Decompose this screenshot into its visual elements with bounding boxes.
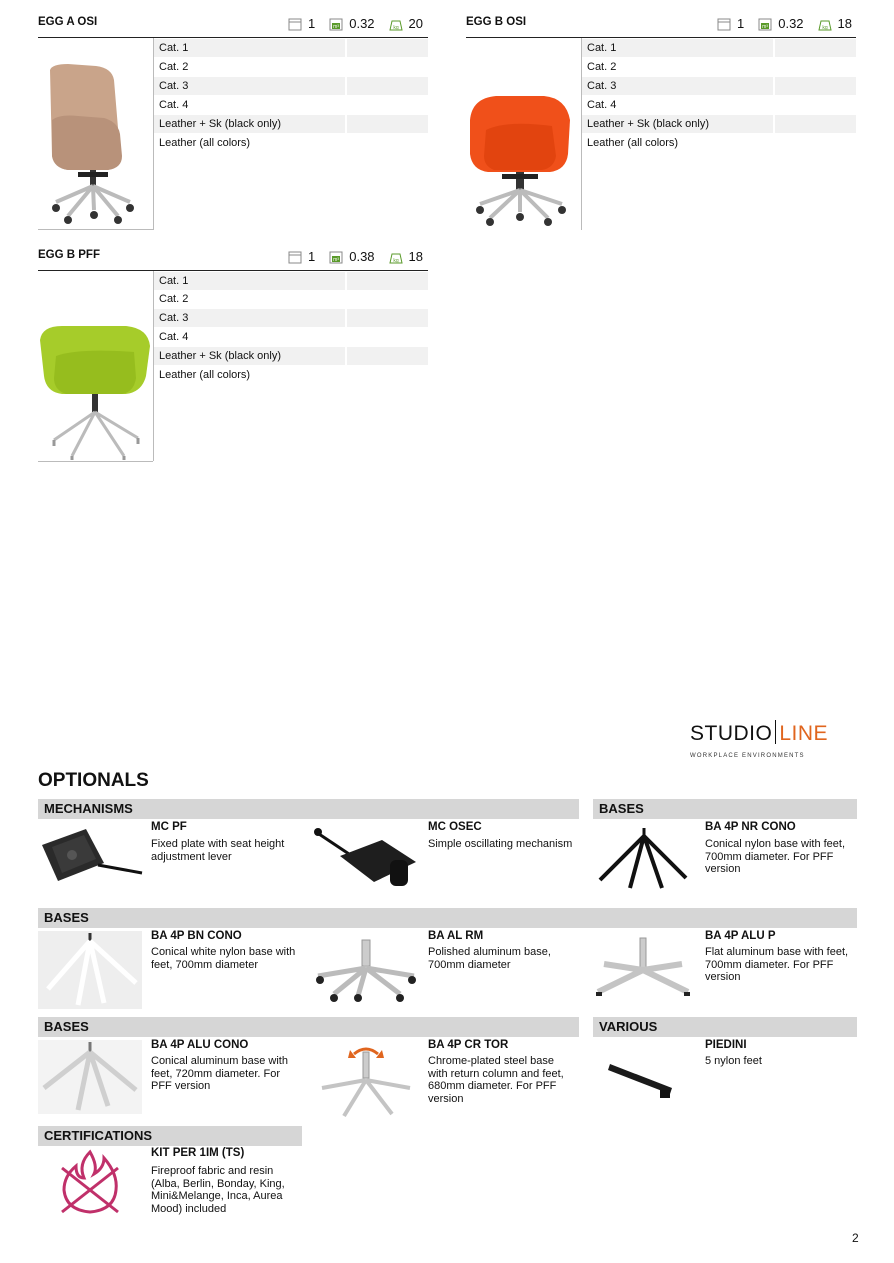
title-rule — [38, 270, 428, 271]
chair-image — [38, 60, 150, 228]
box-icon — [717, 17, 731, 31]
option-description: Polished aluminum base, 700mm diameter — [428, 946, 551, 971]
table-row: Leather + Sk (black only) — [154, 115, 428, 133]
svg-text:m³: m³ — [333, 256, 340, 263]
divider — [38, 229, 153, 230]
option-description: Fixed plate with seat height adjustment lever — [151, 838, 285, 863]
option-code: BA AL RM — [428, 930, 484, 942]
table-row: Leather + Sk (black only) — [582, 115, 856, 133]
title-rule — [38, 37, 428, 38]
table-row: Cat. 4 — [587, 99, 617, 111]
weight-value: 18 — [408, 249, 424, 264]
svg-text:kg: kg — [821, 24, 828, 31]
weight-kg-icon — [818, 17, 832, 31]
weight-value: 18 — [837, 16, 853, 31]
table-row: Cat. 4 — [159, 331, 189, 343]
section-header-bases: BASES — [38, 908, 857, 928]
table-row: Cat. 3 — [154, 77, 428, 95]
quantity-value: 1 — [308, 249, 316, 264]
svg-text:m³: m³ — [762, 23, 769, 30]
mechanism-plate-image — [38, 825, 146, 887]
option-description: 5 nylon feet — [705, 1055, 762, 1067]
volume-m3-icon — [329, 17, 343, 31]
section-header-certifications: CERTIFICATIONS — [38, 1126, 302, 1146]
option-description: Conical white nylon base with feet, 700mm diameter — [151, 946, 296, 971]
base-white-cone-image — [38, 931, 142, 1009]
fireproof-icon — [58, 1148, 122, 1216]
product-metrics — [288, 249, 423, 264]
table-row: Cat. 4 — [159, 99, 189, 111]
svg-text:kg: kg — [392, 257, 399, 264]
option-code: MC OSEC — [428, 821, 482, 833]
quantity-value: 1 — [737, 16, 745, 31]
brand-separator — [775, 720, 776, 744]
box-icon — [288, 250, 302, 264]
product-title: EGG A OSI — [38, 16, 98, 28]
base-aluminum-image — [314, 938, 418, 1002]
chair-image — [38, 322, 152, 460]
optionals-title: OPTIONALS — [38, 770, 149, 791]
option-code: BA 4P CR TOR — [428, 1039, 509, 1051]
option-code: BA 4P ALU CONO — [151, 1039, 249, 1051]
option-description: Fireproof fabric and resin (Alba, Berlin, Bonday, King, Mini&Melange, Inca, Aurea Mood) included — [151, 1165, 285, 1215]
weight-kg-icon — [389, 250, 403, 264]
volume-value: 0.32 — [349, 16, 375, 31]
svg-text:m³: m³ — [333, 23, 340, 30]
mechanism-oscillating-image — [312, 826, 422, 892]
table-row: Cat. 2 — [159, 293, 189, 305]
option-code: PIEDINI — [705, 1039, 747, 1051]
brand-logo — [690, 720, 829, 759]
box-icon — [288, 17, 302, 31]
svg-text:kg: kg — [392, 24, 399, 31]
option-description: Simple oscillating mechanism — [428, 838, 573, 850]
volume-m3-icon — [758, 17, 772, 31]
option-description: Conical aluminum base with feet, 720mm diameter. For PFF version — [151, 1055, 288, 1092]
section-header-bases: BASES — [593, 799, 857, 819]
option-description: Flat aluminum base with feet, 700mm diameter. For PFF version — [705, 946, 849, 983]
product-title: EGG B OSI — [466, 16, 527, 28]
option-code: MC PF — [151, 821, 187, 833]
table-row: Cat. 1 — [154, 272, 428, 290]
base-aluminum-cone-image — [38, 1040, 142, 1114]
volume-m3-icon — [329, 250, 343, 264]
product-title: EGG B PFF — [38, 249, 100, 261]
chair-image — [466, 90, 578, 228]
option-code: BA 4P ALU P — [705, 930, 776, 942]
option-code: BA 4P BN CONO — [151, 930, 242, 942]
page-number: 2 — [852, 1231, 859, 1245]
table-row: Cat. 1 — [154, 39, 428, 57]
table-row: Leather (all colors) — [159, 137, 251, 149]
title-rule — [466, 37, 856, 38]
product-metrics — [288, 16, 423, 31]
table-row: Leather + Sk (black only) — [154, 347, 428, 365]
weight-kg-icon — [389, 17, 403, 31]
table-row: Cat. 2 — [159, 61, 189, 73]
table-row: Cat. 3 — [582, 77, 856, 95]
option-code: KIT PER 1IM (TS) — [151, 1147, 245, 1159]
brand-left: STUDIO — [690, 722, 773, 745]
table-row: Cat. 1 — [582, 39, 856, 57]
table-row: Cat. 3 — [154, 309, 428, 327]
volume-value: 0.32 — [778, 16, 804, 31]
table-row: Cat. 2 — [587, 61, 617, 73]
option-code: BA 4P NR CONO — [705, 821, 796, 833]
base-flat-aluminum-image — [594, 936, 692, 1002]
section-header-bases: BASES — [38, 1017, 579, 1037]
section-header-various: VARIOUS — [593, 1017, 857, 1037]
brand-tagline: WORKPLACE ENVIRONMENTS — [690, 753, 805, 759]
brand-right: LINE — [779, 722, 829, 745]
base-black-cone-image — [594, 824, 694, 890]
option-description: Chrome-plated steel base with return column and feet, 680mm diameter. For PFF version — [428, 1055, 564, 1105]
product-metrics — [717, 16, 852, 31]
quantity-value: 1 — [308, 16, 316, 31]
table-row: Leather (all colors) — [159, 369, 251, 381]
volume-value: 0.38 — [349, 249, 375, 264]
table-row: Leather (all colors) — [587, 137, 679, 149]
weight-value: 20 — [408, 16, 424, 31]
base-chrome-return-image — [318, 1042, 414, 1120]
option-description: Conical nylon base with feet, 700mm diameter. For PFF version — [705, 838, 846, 875]
divider — [38, 461, 153, 462]
section-header-mechanisms: MECHANISMS — [38, 799, 579, 819]
nylon-feet-image — [608, 1058, 678, 1104]
